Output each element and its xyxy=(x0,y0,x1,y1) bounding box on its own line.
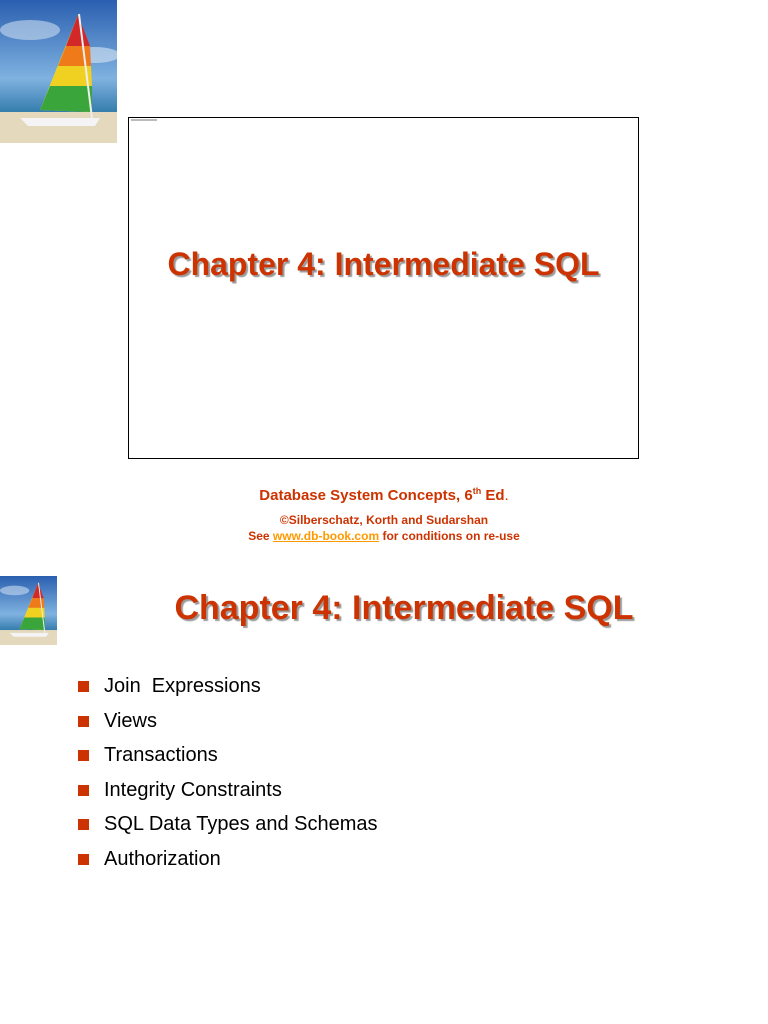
book-title xyxy=(0,486,768,504)
slide-corner-mark xyxy=(131,119,157,121)
sailboat-photo-icon xyxy=(0,0,117,143)
edition-superscript: th xyxy=(472,486,482,496)
title-slide-frame xyxy=(128,117,639,459)
edition-suffix: Ed xyxy=(481,487,505,504)
reuse-suffix: for conditions on re-use xyxy=(379,529,520,543)
list-item-label: SQL Data Types and Schemas xyxy=(104,813,378,835)
square-bullet-icon xyxy=(78,854,89,865)
square-bullet-icon xyxy=(78,716,89,727)
square-bullet-icon xyxy=(78,750,89,761)
list-item-label: Authorization xyxy=(104,847,221,870)
list-item-label: Transactions xyxy=(104,744,218,766)
square-bullet-icon xyxy=(78,819,89,830)
book-title-text: Database System Concepts, 6 xyxy=(259,487,473,504)
page-title: Chapter 4: Intermediate SQL xyxy=(167,246,600,282)
reuse-prefix: See xyxy=(248,529,273,543)
list-item-label: Join Expressions xyxy=(104,675,261,697)
square-bullet-icon xyxy=(78,681,89,692)
reuse-notice xyxy=(0,529,768,543)
edition-period: . xyxy=(504,487,509,504)
db-book-link[interactable]: www.db-book.com xyxy=(272,529,380,543)
square-bullet-icon xyxy=(78,785,89,796)
copyright-notice: ©Silberschatz, Korth and Sudarshan xyxy=(279,513,489,527)
list-item-label: Integrity Constraints xyxy=(104,778,282,801)
list-item-label: Views xyxy=(104,709,157,732)
slide-title: Chapter 4: Intermediate SQL xyxy=(174,589,634,627)
